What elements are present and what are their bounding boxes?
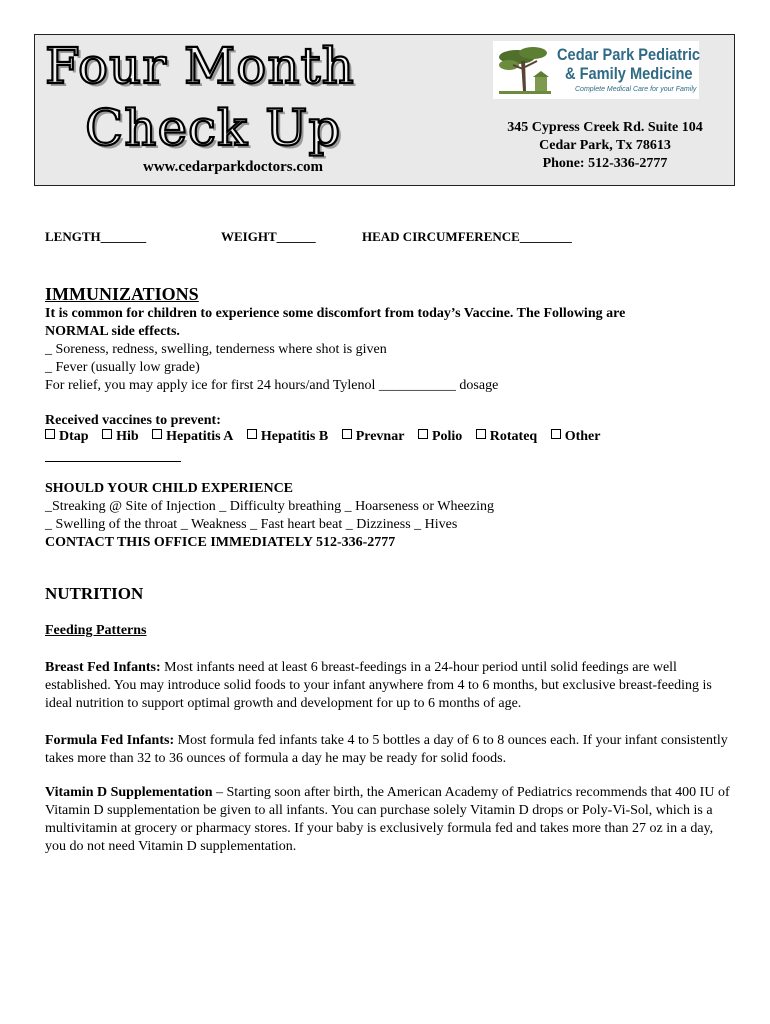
weight-field[interactable]: WEIGHT______	[221, 229, 316, 244]
address-line-2: Cedar Park, Tx 78613	[539, 138, 671, 153]
received-vaccines-label: Received vaccines to prevent:	[45, 413, 221, 428]
contact-office-notice: CONTACT THIS OFFICE IMMEDIATELY 512-336-2777	[45, 535, 396, 550]
title-line-1: Four Month	[45, 37, 355, 95]
vaccine-checklist	[45, 429, 610, 445]
checkbox-icon[interactable]	[152, 429, 162, 439]
side-effect-fever: _ Fever (usually low grade)	[45, 360, 200, 375]
breast-fed-paragraph	[45, 659, 735, 713]
breast-fed-label: Breast Fed Infants:	[45, 660, 161, 675]
formula-fed-paragraph	[45, 732, 735, 768]
vitamin-d-text: – Starting soon after birth, the American Academy of Pediatrics recommends that 400 IU of Vitamin D supplementation be given to all infants. You can purchase solely Vitamin D drops or Poly-Vi-Sol, which is a multivitamin at grocery or pharmacy stores. If your baby is exclusively formula fed and takes more than 27 oz in a day, you do not need Vitamin D supplementation.	[45, 785, 730, 854]
vaccine-polio[interactable]: Polio	[418, 429, 462, 444]
checkbox-icon[interactable]	[418, 429, 428, 439]
nutrition-heading: NUTRITION	[45, 584, 144, 603]
experience-heading: SHOULD YOUR CHILD EXPERIENCE	[45, 481, 294, 496]
vaccine-hepatitis-b[interactable]: Hepatitis B	[247, 429, 328, 444]
header-box	[34, 34, 735, 186]
experience-symptoms-2: _ Swelling of the throat _ Weakness _ Fast heart beat _ Dizziness _ Hives	[45, 517, 458, 532]
vaccine-hib[interactable]: Hib	[102, 429, 139, 444]
logo-tagline: Complete Medical Care for your Family	[575, 86, 697, 93]
checkbox-icon[interactable]	[102, 429, 112, 439]
checkbox-icon[interactable]	[247, 429, 257, 439]
other-vaccine-blank[interactable]	[45, 461, 181, 462]
feeding-patterns-heading: Feeding Patterns	[45, 623, 147, 638]
breast-fed-text: Most infants need at least 6 breast-feedings in a 24-hour period until solid feedings are well established. You may introduce solid foods to your infant anywhere from 4 to 6 months, but exclusive breast-feeding is ideal nutrition to support optimal growth and development for up to 6 months of age.	[45, 660, 712, 711]
experience-symptoms-1: _Streaking @ Site of Injection _ Difficulty breathing _ Hoarseness or Wheezing	[45, 499, 494, 514]
vaccine-hepatitis-a[interactable]: Hepatitis A	[152, 429, 233, 444]
length-field[interactable]: LENGTH_______	[45, 229, 147, 244]
tree-icon	[495, 43, 555, 97]
formula-fed-text: Most formula fed infants take 4 to 5 bottles a day of 6 to 8 ounces each. If your infant consistently takes more than 32 to 36 ounces of formula a day he may be ready for solid foods.	[45, 733, 728, 766]
immunizations-intro-1: It is common for children to experience some discomfort from today’s Vaccine. The Following are	[45, 306, 626, 321]
checkbox-icon[interactable]	[551, 429, 561, 439]
checkbox-icon[interactable]	[476, 429, 486, 439]
phone-number: Phone: 512-336-2777	[542, 156, 668, 171]
checkbox-icon[interactable]	[342, 429, 352, 439]
formula-fed-label: Formula Fed Infants:	[45, 733, 175, 748]
website-link[interactable]: www.cedarparkdoctors.com	[143, 159, 323, 175]
vaccine-dtap[interactable]: Dtap	[45, 429, 89, 444]
vitamin-d-paragraph	[45, 784, 735, 856]
clinic-address	[475, 119, 735, 173]
relief-instructions: For relief, you may apply ice for first 24 hours/and Tylenol ___________ dosage	[45, 378, 499, 393]
vaccine-rotateq[interactable]: Rotateq	[476, 429, 537, 444]
head-circumference-field[interactable]: HEAD CIRCUMFERENCE________	[362, 229, 572, 244]
clinic-logo	[493, 41, 699, 99]
title-line-2: Check Up	[85, 99, 342, 157]
immunizations-heading: IMMUNIZATIONS	[45, 284, 199, 304]
immunizations-intro-2: NORMAL side effects.	[45, 324, 180, 339]
address-line-1: 345 Cypress Creek Rd. Suite 104	[507, 120, 703, 135]
vaccine-other[interactable]: Other	[551, 429, 601, 444]
vaccine-prevnar[interactable]: Prevnar	[342, 429, 405, 444]
logo-name-line-1: Cedar Park Pediatric	[557, 45, 701, 64]
vitamin-d-label: Vitamin D Supplementation	[45, 785, 213, 800]
checkbox-icon[interactable]	[45, 429, 55, 439]
logo-name-line-2: & Family Medicine	[565, 64, 693, 83]
side-effect-soreness: _ Soreness, redness, swelling, tenderness where shot is given	[45, 342, 387, 357]
